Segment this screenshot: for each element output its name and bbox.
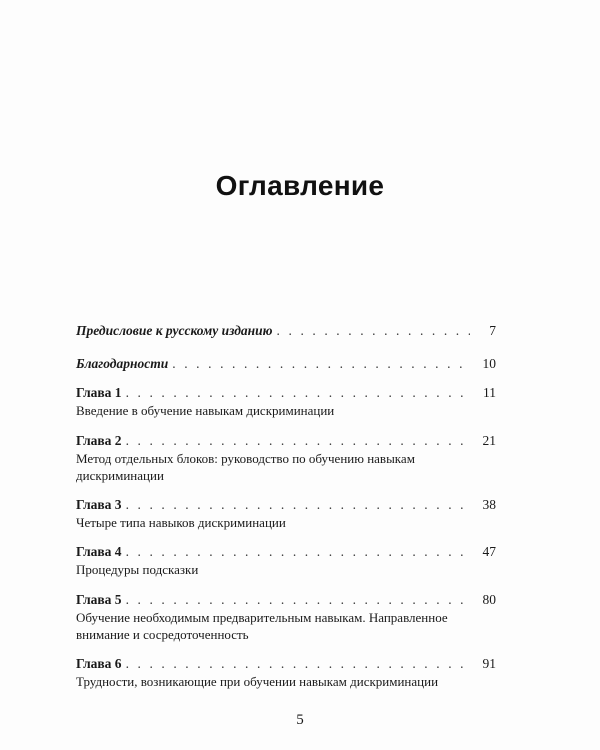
toc-entry-acknowledgements	[76, 355, 496, 372]
dot-leader	[126, 432, 470, 449]
toc-entry-preface	[76, 322, 496, 339]
toc-entry-chapter-5	[76, 591, 496, 643]
toc-entry-page: 10	[482, 356, 496, 371]
toc-entry-page: 80	[482, 592, 496, 607]
toc-entry-chapter-2	[76, 432, 496, 484]
toc-entry-description: Введение в обучение навыкам дискриминации	[76, 403, 335, 418]
toc-entry-description: Процедуры подсказки	[76, 562, 199, 577]
dot-leader	[277, 322, 470, 339]
toc-entry-label: Предисловие к русскому изданию	[76, 323, 273, 338]
toc-entry-page: 7	[489, 323, 496, 338]
page-number: 5	[296, 712, 304, 728]
toc-entry-label: Глава 2	[76, 433, 122, 448]
dot-leader	[126, 655, 470, 672]
toc-entry-description: Обучение необходимым предварительным навыкам. Направленное внимание и сосредоточенность	[76, 610, 448, 642]
toc-entry-description: Четыре типа навыков дискриминации	[76, 515, 286, 530]
toc-entry-chapter-4	[76, 543, 496, 578]
toc-entry-label: Глава 5	[76, 592, 122, 607]
dot-leader	[126, 384, 470, 401]
toc-entry-chapter-1	[76, 384, 496, 419]
dot-leader	[126, 591, 470, 608]
toc-entry-page: 91	[482, 656, 496, 671]
toc-entry-label: Глава 6	[76, 656, 122, 671]
toc-entry-chapter-6	[76, 655, 496, 690]
toc-entry-page: 38	[482, 497, 496, 512]
page-title: Оглавление	[215, 170, 385, 201]
toc-entry-label: Глава 1	[76, 385, 122, 400]
toc-entry-page: 47	[482, 544, 496, 559]
toc-entry-description: Трудности, возникающие при обучении навыкам дискриминации	[76, 674, 439, 689]
dot-leader	[126, 543, 470, 560]
dot-leader	[172, 355, 470, 372]
toc-entry-page: 11	[483, 385, 496, 400]
dot-leader	[126, 496, 470, 513]
toc-entry-label: Глава 3	[76, 497, 122, 512]
toc-entry-label: Благодарности	[76, 356, 169, 371]
toc-entry-chapter-3	[76, 496, 496, 531]
toc-entry-label: Глава 4	[76, 544, 122, 559]
toc-entry-page: 21	[482, 433, 496, 448]
toc-entry-description: Метод отдельных блоков: руководство по обучению навыкам дискриминации	[76, 451, 415, 483]
